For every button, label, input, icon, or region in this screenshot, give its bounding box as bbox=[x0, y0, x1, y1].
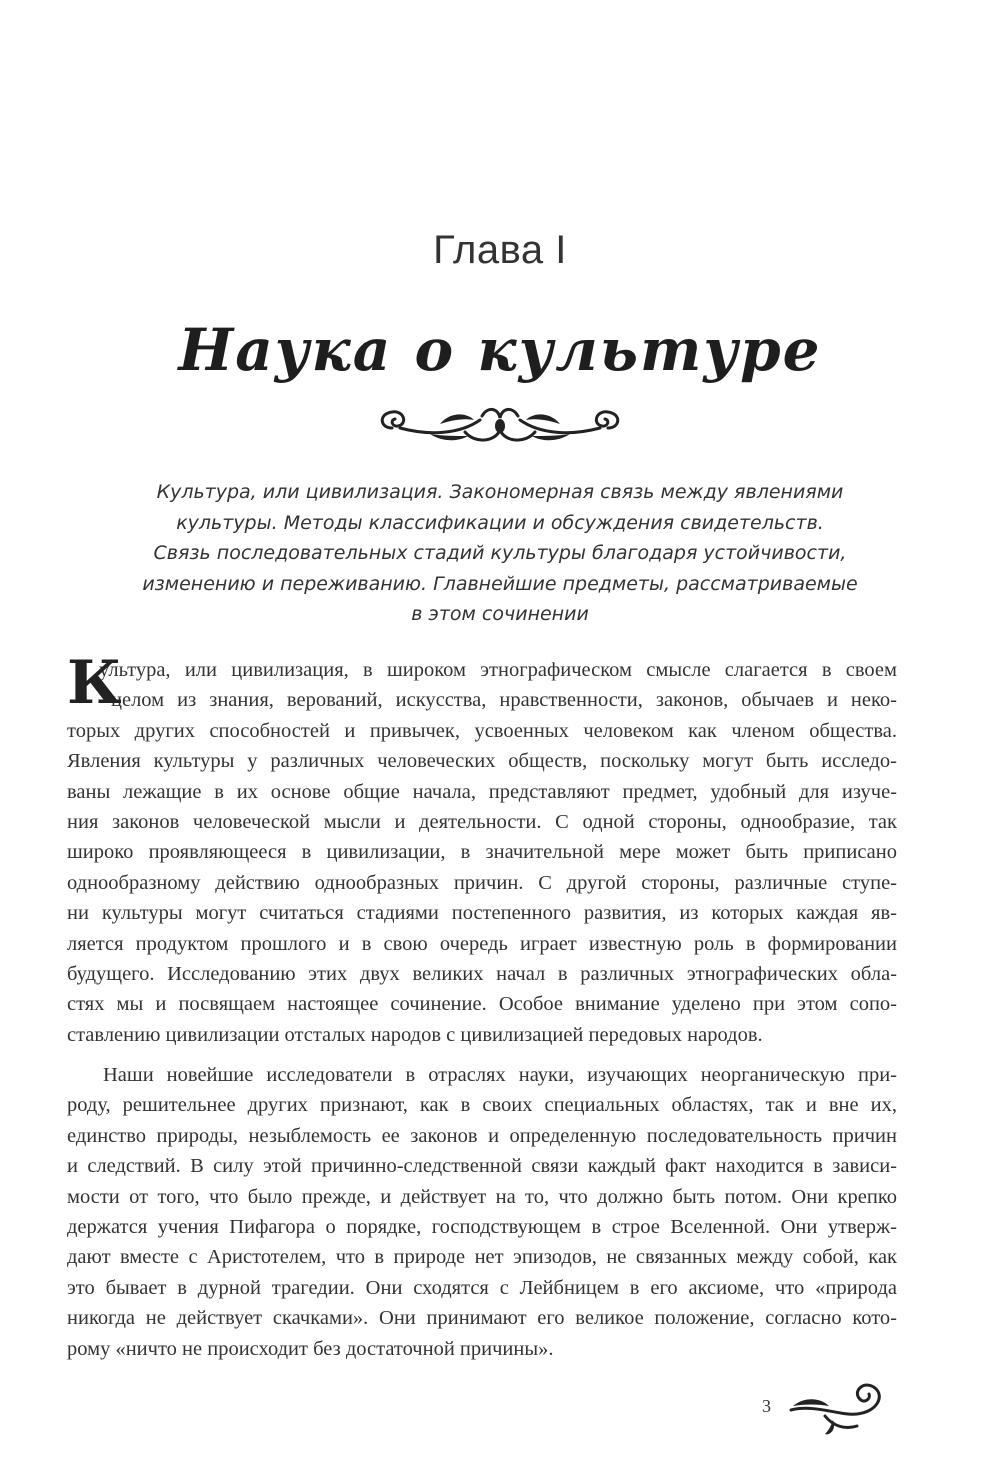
text-line: рому «ничто не происходит без достаточной причины». bbox=[67, 1337, 554, 1360]
chapter-epigraph bbox=[110, 477, 890, 630]
body-text bbox=[67, 648, 897, 1364]
text-line: это бывает в дурной трагедии. Они сходятся с Лейбницем в его аксиоме, что «природа bbox=[67, 1276, 897, 1299]
text-line: дают вместе с Аристотелем, что в природе нет эпизодов, не связанных между собой, как bbox=[67, 1246, 897, 1269]
text-line: единство природы, незыблемость ее законов и определенную последовательность причин bbox=[67, 1124, 897, 1147]
text-line: держатся учения Пифагора о порядке, господствующем в строе Вселенной. Они утверж- bbox=[67, 1216, 897, 1239]
epigraph-line: в этом сочинении bbox=[411, 603, 589, 625]
epigraph-line: Культура, или цивилизация. Закономерная связь между явлениями bbox=[156, 481, 844, 503]
drop-cap: К bbox=[67, 648, 122, 718]
text-line: однообразному действию однообразных причин. С другой стороны, различные ступе- bbox=[67, 871, 897, 894]
paragraph-1 bbox=[67, 648, 897, 1050]
text-line: роду, решительнее других признают, как в своих специальных областях, так и вне их, bbox=[67, 1094, 897, 1117]
epigraph-line: изменению и переживанию. Главнейшие предметы, рассматриваемые bbox=[142, 572, 858, 595]
text-line: Явления культуры у различных человеческих обществ, поскольку могут быть исследо- bbox=[67, 750, 897, 773]
footer-flourish-icon bbox=[785, 1376, 895, 1438]
epigraph-line: культуры. Методы классификации и обсуждения свидетельств. bbox=[176, 511, 824, 534]
text-line: ваны лежащие в их основе общие начала, представляют предмет, удобный для изуче- bbox=[67, 780, 897, 803]
text-line: целом из знания, верований, искусства, нравственности, законов, обычаев и неко- bbox=[111, 689, 897, 712]
paragraph-2 bbox=[67, 1060, 897, 1364]
chapter-label: Глава I bbox=[433, 228, 567, 272]
text-line: Наши новейшие исследователи в отраслях науки, изучающих неорганическую при- bbox=[103, 1064, 897, 1087]
text-line: и следствий. В силу этой причинно-следственной связи каждый факт находится в зависи- bbox=[67, 1155, 897, 1178]
text-line: ния законов человеческой мысли и деятельности. С одной стороны, однообразие, так bbox=[67, 810, 897, 833]
flourish-ornament-icon bbox=[370, 398, 630, 454]
page-number: 3 bbox=[762, 1396, 771, 1416]
text-line: ультура, или цивилизация, в широком этнографическом смысле слагается в своем bbox=[99, 659, 897, 681]
text-line: никогда не действует скачками». Они принимают его великое положение, согласно кото- bbox=[67, 1307, 897, 1330]
text-line: мости от того, что было прежде, и действует на то, что должно быть потом. Они крепко bbox=[67, 1185, 897, 1208]
text-line: стях мы и посвящаем настоящее сочинение. Особое внимание уделено при этом сопо- bbox=[67, 993, 897, 1016]
chapter-title: Наука о культуре bbox=[178, 316, 822, 384]
text-line: ни культуры могут считаться стадиями постепенного развития, из которых каждая яв- bbox=[67, 902, 897, 925]
epigraph-line: Связь последовательных стадий культуры благодаря устойчивости, bbox=[153, 542, 847, 564]
text-line: будущего. Исследованию этих двух великих начал в различных этнографических обла- bbox=[67, 962, 897, 985]
text-line: широко проявляющееся в цивилизации, в значительной мере может быть приписано bbox=[67, 841, 897, 864]
text-line: ставлению цивилизации отсталых народов с цивилизацией передовых народов. bbox=[67, 1023, 763, 1046]
text-line: ляется продуктом прошлого и в свою очередь играет известную роль в формировании bbox=[67, 932, 897, 955]
text-line: торых других способностей и привычек, усвоенных человеком как членом общества. bbox=[67, 719, 897, 742]
